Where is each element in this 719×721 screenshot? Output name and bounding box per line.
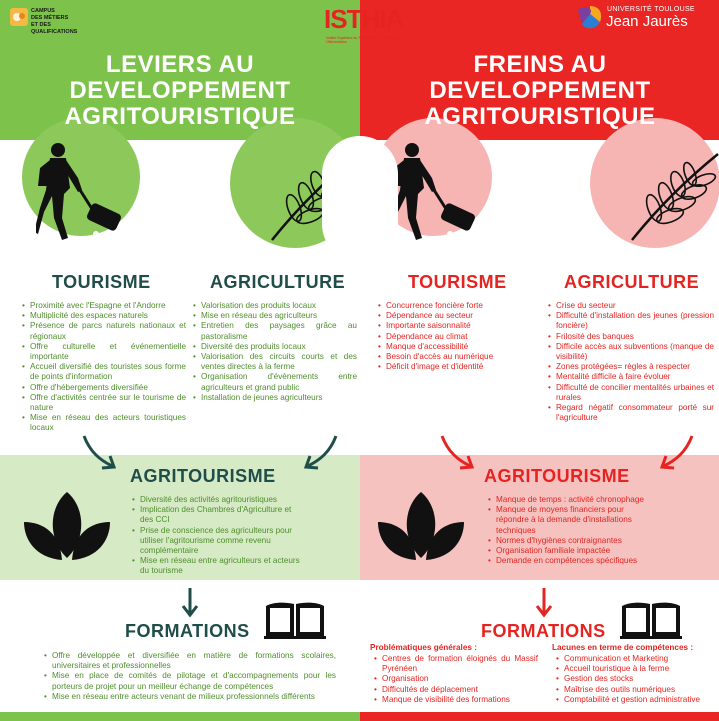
list-item: • Normes d'hygiènes contraignantes [488,536,658,546]
list-item: • Implication des Chambres d'Agriculture et des CCI [132,505,302,525]
isthia-subtitle: Institut Supérieur du Tourisme de l'Hôtellerie et de l'Alimentation [326,36,404,44]
lacunes-heading: Lacunes en terme de compétences : [552,643,694,652]
list-item: • Organisation d'évènements entre agriculteurs et grand public [193,372,357,392]
leviers-title: LEVIERS AU DEVELOPPEMENT AGRITOURISTIQUE [64,51,296,130]
tourisme-heading: TOURISME [408,272,507,292]
formations-leviers-list [44,651,336,702]
lotus-icon [376,488,466,564]
agritourisme-heading: AGRITOURISME [130,466,276,486]
list-item: • Manque de moyens financiers pour répondre à la demande d'installations techniques [488,505,658,536]
university-logo-icon [576,4,604,30]
list-item: • Communication et Marketing [556,654,716,664]
wheat-icon [626,150,719,244]
arrow-down-icon [534,586,554,618]
list-item: • Accueil touristique à la ferme [556,664,716,674]
list-item: • Diversité des produits locaux [193,342,357,352]
agriculture-freins-list [548,301,714,423]
list-item: • Mentalité difficile à faire évoluer [548,372,714,382]
list-item: • Centres de formation éloignés du Massif Pyrénéen [374,654,538,674]
list-item: • Offre d'hébergements diversifiée [22,383,186,393]
lotus-icon [22,488,112,564]
university-line2: Jean Jaurès [606,13,688,30]
list-item: • Offre développée et diversifiée en matière de formations scolaires, universitaires et professionnelles [44,651,336,671]
list-item: • Prise de conscience des agriculteurs pour utiliser l'agritourisme comme revenu complémentaire [132,526,302,557]
list-item: • Gestion des stocks [556,674,716,684]
arrow-down-icon [180,586,200,618]
list-item: • Mise en réseau entre acteurs venant de milieux professionnels différents [44,692,336,702]
list-item: • Mise en réseau des agriculteurs [193,311,357,321]
list-item: • Entretien des paysages grâce au pastoralisme [193,321,357,341]
agriculture-leviers-list [193,301,357,403]
list-item: • Importante saisonnalité [378,321,540,331]
list-item: • Manque d'accessibilité [378,342,540,352]
arrow-down-right-icon [438,432,478,472]
arrow-down-right-icon [80,432,120,472]
list-item: • Mise en réseau entre agriculteurs et acteurs du tourisme [132,556,302,576]
freins-panel [360,0,719,721]
list-item: • Dépendance au secteur [378,311,540,321]
footer-band [0,712,360,721]
campus-label: CAMPUS DES MÉTIERS ET DES QUALIFICATIONS [31,8,78,35]
isthia-logo: ISTHIA [324,4,404,34]
lacunes-list [556,654,716,705]
list-item: • Zones protégées= règles à respecter [548,362,714,372]
list-item: • Présence de parcs naturels nationaux et régionaux [22,321,186,341]
book-icon [264,600,326,640]
center-divider-shape [322,136,398,262]
footer-band [360,712,719,721]
list-item: • Accueil diversifié des touristes sous forme de points d'information [22,362,186,382]
problematiques-list [374,654,538,705]
list-item: • Offre d'activités centrée sur le tourisme de nature [22,393,186,413]
campus-logo-icon [10,8,28,26]
book-icon [620,600,682,640]
list-item: • Offre culturelle et événementielle importante [22,342,186,362]
list-item: • Mise en place de comités de pilotage et d'accompagnements pour les porteurs de projet pour un meilleur échange de compétences [44,671,336,691]
tourisme-leviers-list [22,301,186,434]
agriculture-heading: AGRICULTURE [564,272,700,292]
agritourisme-leviers-list [132,495,302,577]
list-item: • Demande en compétences spécifiques [488,556,658,566]
list-item: • Frilosité des banques [548,332,714,342]
list-item: • Organisation familiale impactée [488,546,658,556]
list-item: • Manque de visibilité des formations [374,695,538,705]
list-item: • Difficulté d'installation des jeunes (pression foncière) [548,311,714,331]
decorative-dot [404,250,414,260]
list-item: • Mise en réseau des acteurs touristiques locaux [22,413,186,433]
list-item: • Crise du secteur [548,301,714,311]
list-item: • Déficit d'image et d'identité [378,362,540,372]
agriculture-heading: AGRICULTURE [210,272,346,292]
tourisme-heading: TOURISME [52,272,151,292]
list-item: • Manque de temps : activité chronophage [488,495,658,505]
list-item: • Difficile accès aux subventions (manque de visibilité) [548,342,714,362]
agritourisme-heading: AGRITOURISME [484,466,630,486]
list-item: • Multiplicité des espaces naturels [22,311,186,321]
freins-title: FREINS AU DEVELOPPEMENT AGRITOURISTIQUE [424,51,656,130]
decorative-dot [66,254,76,264]
list-item: • Concurrence foncière forte [378,301,540,311]
university-line1: UNIVERSITÉ TOULOUSE [607,6,695,13]
traveler-icon [390,138,480,246]
list-item: • Difficultés de déplacement [374,685,538,695]
list-item: • Proximité avec l'Espagne et l'Andorre [22,301,186,311]
list-item: • Valorisation des circuits courts et des ventes directes à la ferme [193,352,357,372]
list-item: • Comptabilité et gestion administrative [556,695,716,705]
list-item: • Valorisation des produits locaux [193,301,357,311]
list-item: • Installation de jeunes agriculteurs [193,393,357,403]
arrow-down-left-icon [300,432,340,472]
list-item: • Diversité des activités agritouristiques [132,495,302,505]
list-item: • Dépendance au climat [378,332,540,342]
list-item: • Organisation [374,674,538,684]
list-item: • Regard négatif consommateur porté sur l'agriculture [548,403,714,423]
list-item: • Besoin d'accès au numérique [378,352,540,362]
agritourisme-freins-list [488,495,658,566]
arrow-down-left-icon [656,432,696,472]
tourisme-freins-list [378,301,540,372]
list-item: • Maîtrise des outils numériques [556,685,716,695]
formations-heading: FORMATIONS [125,621,250,641]
traveler-icon [36,138,126,246]
list-item: • Difficulté de concilier mentalités urbaines et rurales [548,383,714,403]
formations-heading: FORMATIONS [481,621,606,641]
problematiques-heading: Problématiques générales : [370,643,477,652]
